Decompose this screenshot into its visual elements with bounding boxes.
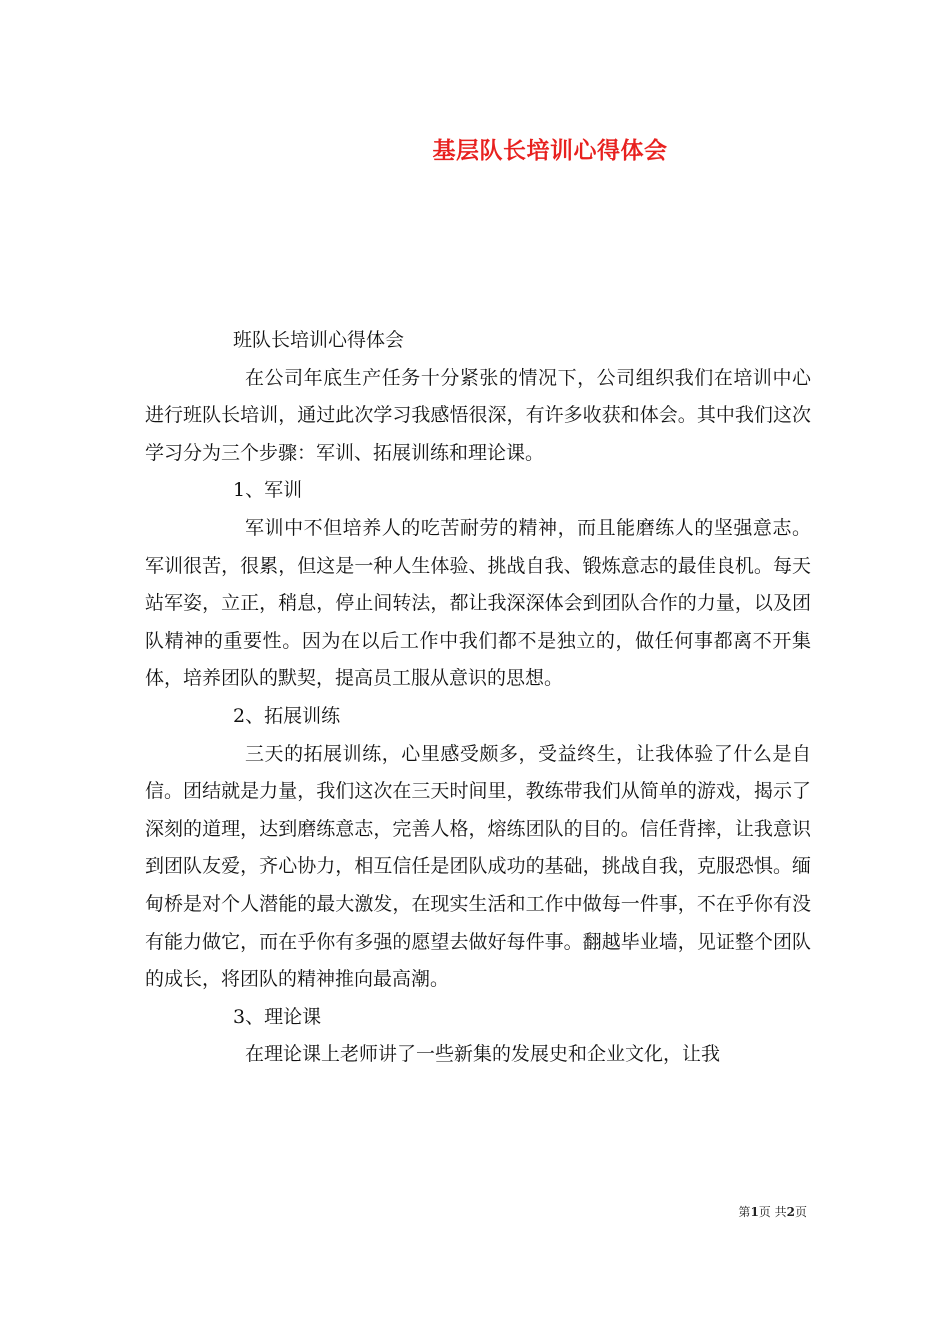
section-heading-military-training: 1、军训 xyxy=(233,479,303,502)
section-paragraph-military-training: 军训中不但培养人的吃苦耐劳的精神，而且能磨练人的坚强意志。军训很苦，很累，但这是一种人生体验、挑战自我、锻炼意志的最佳良机。每天站军姿，立正，稍息，停止间转法，都让我深深体会到团队合作的力量，以及团队精神的重要性。因为在以后工作中我们都不是独立的，做任何事都离不开集体，培养团队的默契，提高员工服从意识的思想。 xyxy=(145,516,811,690)
section-paragraph-theory-class: 在理论课上老师讲了一些新集的发展史和企业文化，让我 xyxy=(245,1043,721,1066)
footer-prefix: 第 xyxy=(738,1205,751,1219)
document-title: 基层队长培训心得体会 xyxy=(432,137,668,164)
section-heading-outward-training: 2、拓展训练 xyxy=(233,704,341,727)
page-number-footer xyxy=(738,1203,807,1220)
footer-middle: 页 共 xyxy=(758,1205,787,1219)
footer-current-page: 1 xyxy=(750,1205,759,1219)
document-body xyxy=(145,322,811,1074)
document-subtitle: 班队长培训心得体会 xyxy=(233,329,405,351)
footer-suffix: 页 xyxy=(794,1205,807,1219)
section-paragraph-outward-training: 三天的拓展训练，心里感受颇多，受益终生，让我体验了什么是自信。团结就是力量，我们这次在三天时间里，教练带我们从简单的游戏，揭示了深刻的道理，达到磨练意志，完善人格，熔练团队的目的。信任背摔，让我意识到团队友爱，齐心协力，相互信任是团队成功的基础，挑战自我，克服恐惧。缅甸桥是对个人潜能的最大激发，在现实生活和工作中做每一件事，不在乎你有没有能力做它，而在乎你有多强的愿望去做好每件事。翻越毕业墙，见证整个团队的成长，将团队的精神推向最高潮。 xyxy=(145,742,811,991)
section-heading-theory-class: 3、理论课 xyxy=(233,1005,322,1028)
intro-paragraph: 在公司年底生产任务十分紧张的情况下，公司组织我们在培训中心进行班队长培训，通过此次学习我感悟很深，有许多收获和体会。其中我们这次学习分为三个步骤：军训、拓展训练和理论课。 xyxy=(145,366,811,464)
footer-total-pages: 2 xyxy=(786,1205,795,1219)
